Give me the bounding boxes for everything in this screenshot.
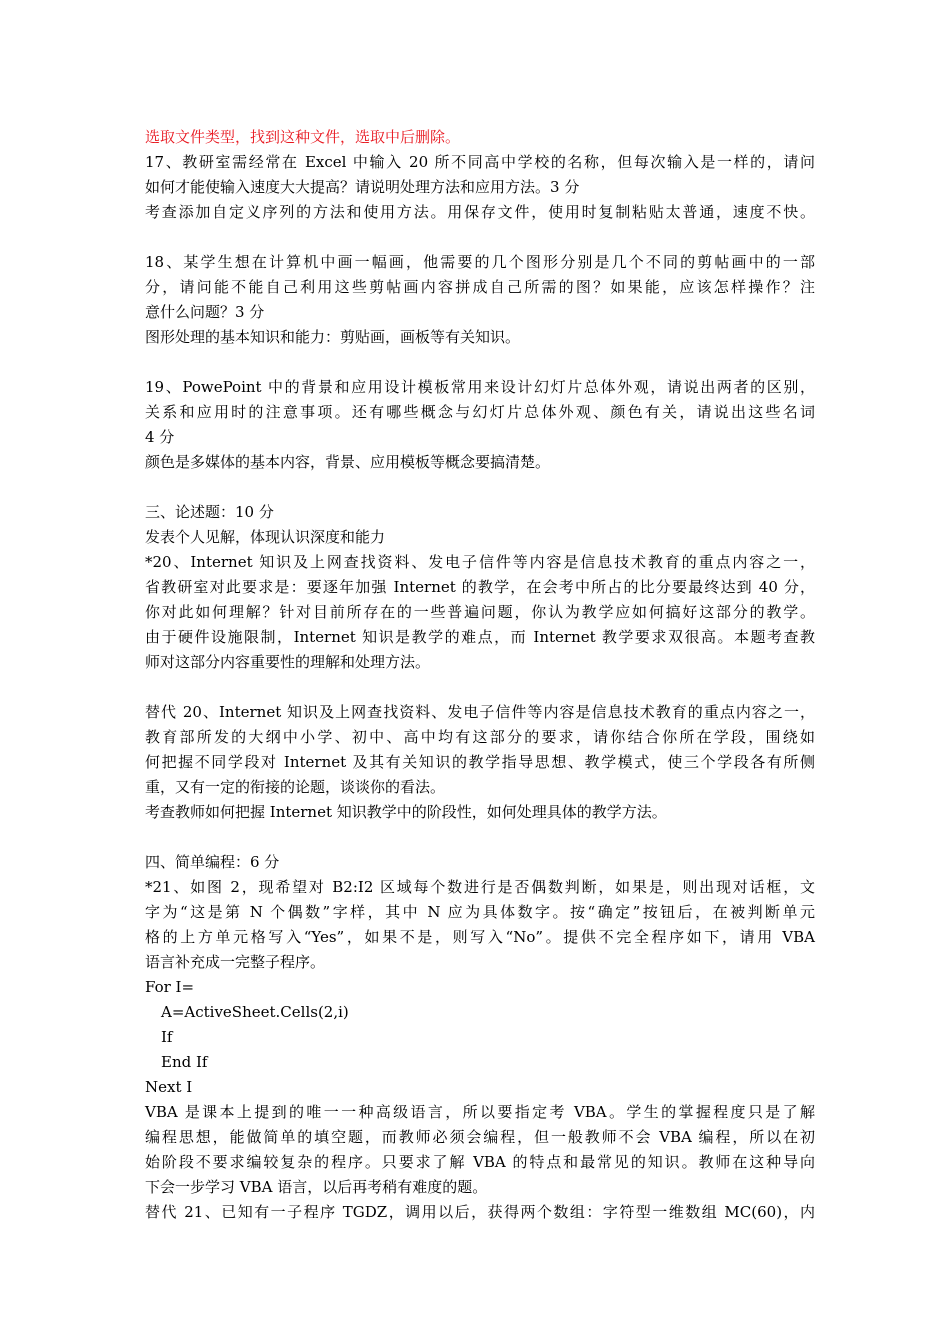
question-20-line: 你对此如何理解？针对目前所存在的一些普遍问题，你认为教学应如何搞好这部分的教学。 (145, 603, 815, 621)
answer-21-line: 下会一步学习 VBA 语言，以后再考稍有难度的题。 (145, 1178, 488, 1196)
section-heading: 四、简单编程：6 分 (145, 853, 280, 871)
question-17-line: 如何才能使输入速度大大提高？请说明处理方法和应用方法。3 分 (145, 178, 580, 196)
question-21-line: 格的上方单元格写入“Yes”，如果不是，则写入“No”。提供不完全程序如下，请用 VBA (145, 928, 815, 946)
section-description: 发表个人见解，体现认识深度和能力 (145, 528, 386, 546)
text-line-red: 选取文件类型，找到这种文件，选取中后删除。 (145, 128, 461, 146)
document-page (145, 125, 815, 1225)
alt-question-20-line: 替代 20、Internet 知识及上网查找资料、发电子信件等内容是信息技术教育的重点内容之一， (145, 703, 815, 721)
question-20-line: 省教研室对此要求是：要逐年加强 Internet 的教学，在会考中所占的比分要最终达到 40 分， (145, 578, 815, 596)
alt-question-20-line: 重，又有一定的衔接的论题，谈谈你的看法。 (145, 778, 446, 796)
answer-17-line: 考查添加自定义序列的方法和使用方法。用保存文件，使用时复制粘贴太普通，速度不快。 (145, 203, 815, 221)
answer-18-line: 图形处理的基本知识和能力：剪贴画，画板等有关知识。 (145, 328, 521, 346)
code-line: For I= (145, 978, 195, 996)
answer-21-line: VBA 是课本上提到的唯一一种高级语言，所以要指定考 VBA。学生的掌握程度只是了解 (145, 1103, 815, 1121)
question-18-line: 意什么问题？3 分 (145, 303, 265, 321)
question-20-line: *20、Internet 知识及上网查找资料、发电子信件等内容是信息技术教育的重点内容之一， (145, 553, 815, 571)
alt-question-21-line: 替代 21、已知有一子程序 TGDZ，调用以后，获得两个数组：字符型一维数组 MC(60)，内 (145, 1203, 815, 1221)
paragraph-gap (145, 675, 815, 700)
code-line: Next I (145, 1078, 193, 1096)
question-18-line: 18、某学生想在计算机中画一幅画，他需要的几个图形分别是几个不同的剪帖画中的一部 (145, 253, 815, 271)
alt-question-20-line: 教育部所发的大纲中小学、初中、高中均有这部分的要求，请你结合你所在学段，围绕如 (145, 728, 815, 746)
answer-21-line: 始阶段不要求编较复杂的程序。只要求了解 VBA 的特点和最常见的知识。教师在这种导向 (145, 1153, 815, 1171)
alt-question-20-line: 何把握不同学段对 Internet 及其有关知识的教学指导思想、教学模式，使三个学段各有所侧 (145, 753, 815, 771)
paragraph-gap (145, 350, 815, 375)
question-18-line: 分，请问能不能自己利用这些剪帖画内容拼成自己所需的图？如果能，应该怎样操作？注 (145, 278, 815, 296)
alt-answer-20-line: 考查教师如何把握 Internet 知识教学中的阶段性，如何处理具体的教学方法。 (145, 803, 667, 821)
question-19-line: 19、PowePoint 中的背景和应用设计模板常用来设计幻灯片总体外观，请说出两者的区别， (145, 378, 815, 396)
question-19-line: 4 分 (145, 428, 175, 446)
question-17-line: 17、教研室需经常在 Excel 中输入 20 所不同高中学校的名称，但每次输入是一样的，请问 (145, 153, 815, 171)
answer-20-line: 由于硬件设施限制，Internet 知识是教学的难点，而 Internet 教学要求双很高。本题考查教 (145, 628, 815, 646)
question-21-line: 语言补充成一完整子程序。 (145, 953, 326, 971)
answer-19-line: 颜色是多媒体的基本内容，背景、应用模板等概念要搞清楚。 (145, 453, 551, 471)
answer-21-line: 编程思想，能做简单的填空题，而教师必须会编程，但一般教师不会 VBA 编程，所以在初 (145, 1128, 815, 1146)
paragraph-gap (145, 225, 815, 250)
section-heading: 三、论述题：10 分 (145, 503, 274, 521)
paragraph-gap (145, 825, 815, 850)
code-line: If (161, 1028, 173, 1046)
question-21-line: 字为“这是第 N 个偶数”字样，其中 N 应为具体数字。按“确定”按钮后，在被判断单元 (145, 903, 815, 921)
code-line: A=ActiveSheet.Cells(2,i) (161, 1003, 349, 1021)
question-19-line: 关系和应用时的注意事项。还有哪些概念与幻灯片总体外观、颜色有关，请说出这些名词 (145, 403, 815, 421)
answer-20-line: 师对这部分内容重要性的理解和处理方法。 (145, 653, 431, 671)
code-line: End If (161, 1053, 208, 1071)
question-21-line: *21、如图 2，现希望对 B2:I2 区域每个数进行是否偶数判断，如果是，则出现对话框，文 (145, 878, 815, 896)
paragraph-gap (145, 475, 815, 500)
